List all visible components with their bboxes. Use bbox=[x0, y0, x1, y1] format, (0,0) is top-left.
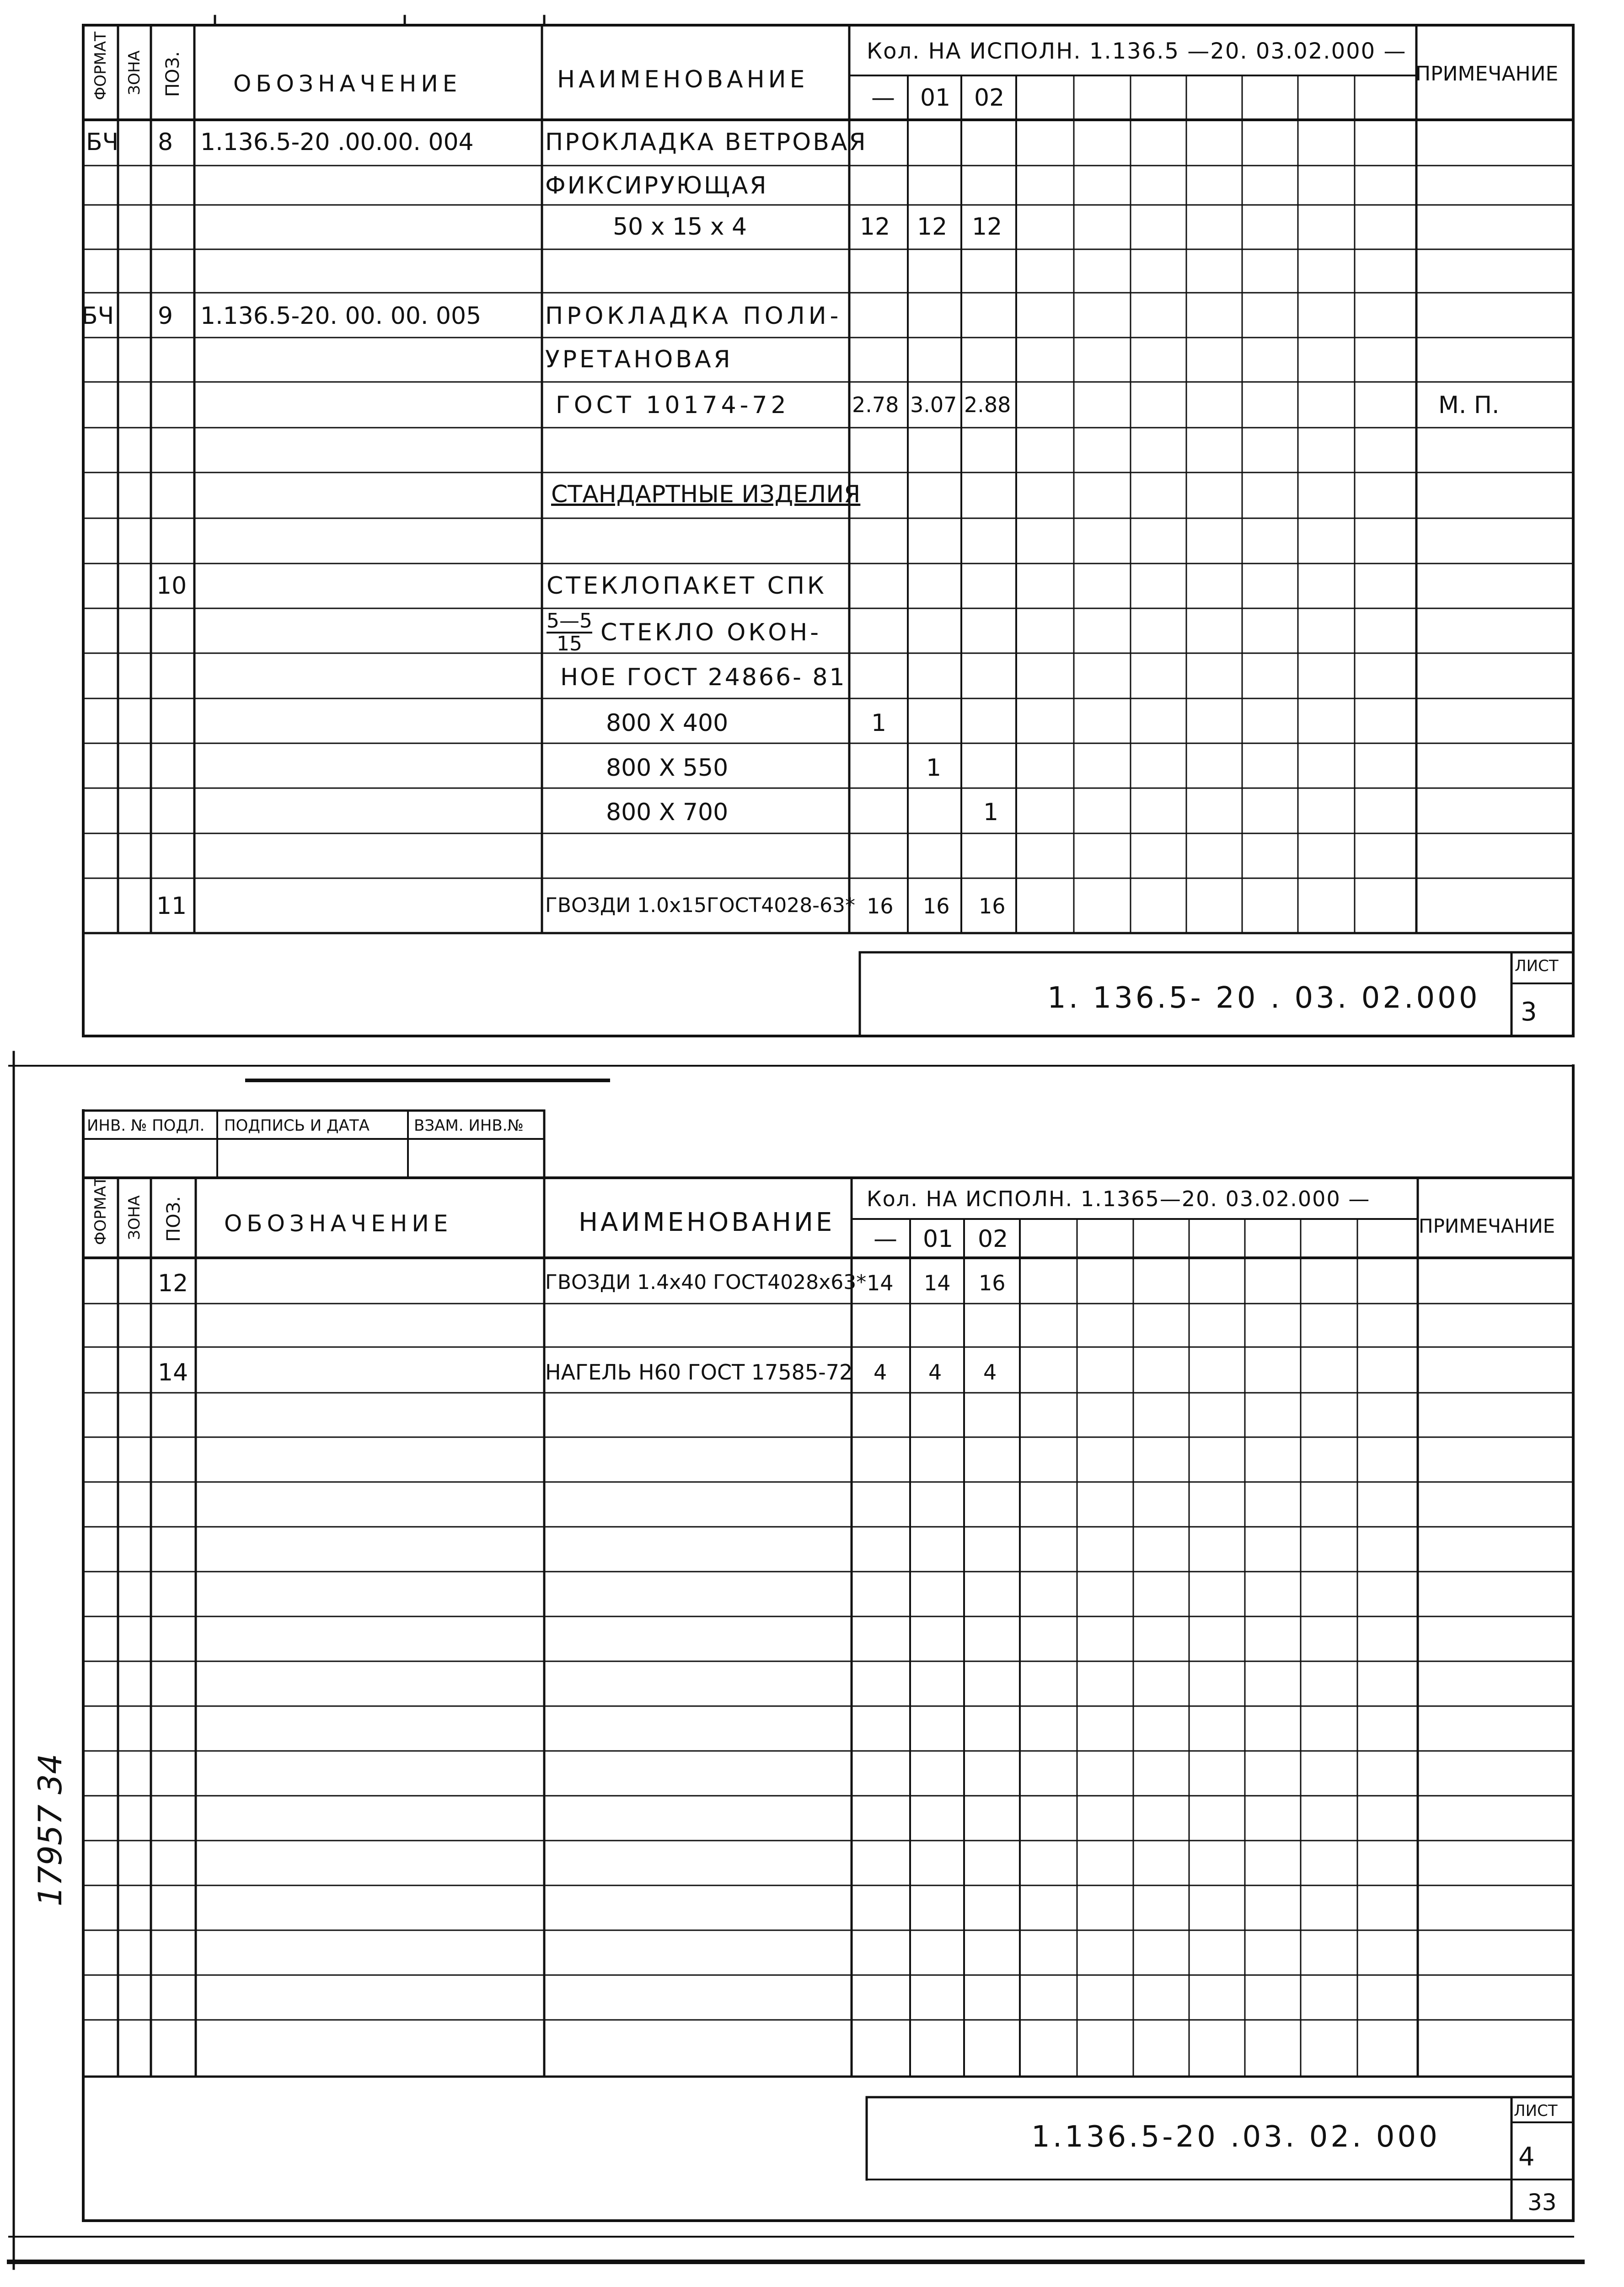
row-11-name: ГВОЗДИ 1.0х15ГОСТ4028-63* bbox=[545, 894, 856, 917]
row-9-name-2: УРЕТАНОВАЯ bbox=[545, 346, 733, 373]
glass-fraction-numerator: 5—5 bbox=[547, 611, 592, 633]
row-10-name-2 bbox=[547, 611, 821, 655]
row-10-name-2-text: СТЕКЛО ОКОН- bbox=[600, 619, 822, 647]
row-11-qty-base: 16 bbox=[867, 894, 894, 918]
row-8-qty-01: 12 bbox=[917, 213, 948, 241]
row-10-name-3: НОЕ ГОСТ 24866- 81 bbox=[560, 664, 847, 691]
qty-col-02: 02 bbox=[974, 84, 1005, 112]
inv-number-header: ИНВ. № ПОДЛ. bbox=[87, 1117, 205, 1135]
qty-col-01: 01 bbox=[920, 84, 951, 112]
row-12-pos: 12 bbox=[158, 1270, 188, 1297]
col-note-header: ПРИМЕЧАНИЕ bbox=[1415, 62, 1559, 86]
row-9-qty-base: 2.78 bbox=[852, 392, 899, 417]
col-format-header-2: ФОРМАТ bbox=[91, 1176, 110, 1245]
col-note-header-2: ПРИМЕЧАНИЕ bbox=[1419, 1215, 1555, 1237]
row-8-qty-02: 12 bbox=[972, 213, 1002, 241]
col-designation-header: ОБОЗНАЧЕНИЕ bbox=[233, 70, 462, 97]
row-8-qty-base: 12 bbox=[860, 213, 890, 241]
row-14-qty-02: 4 bbox=[983, 1360, 997, 1385]
sheet-4-document-code: 1.136.5-20 .03. 02. 000 bbox=[1031, 2120, 1440, 2154]
row-10-size-1: 800 Х 400 bbox=[606, 709, 729, 737]
row-10-name: СТЕКЛОПАКЕТ СПК bbox=[547, 572, 827, 600]
row-9-name-3: ГОСТ 10174-72 bbox=[556, 392, 790, 419]
qty-col-base-2: — bbox=[874, 1225, 897, 1253]
row-10-size-3: 800 Х 700 bbox=[606, 799, 729, 826]
row-10-pos: 10 bbox=[156, 572, 187, 600]
col-format-header: ФОРМАТ bbox=[91, 32, 110, 100]
qty-title: Кол. НА ИСПОЛН. 1.136.5 —20. 03.02.000 — bbox=[867, 38, 1407, 64]
col-name-header: НАИМЕНОВАНИЕ bbox=[557, 66, 809, 93]
row-14-pos: 14 bbox=[158, 1359, 188, 1386]
sheet-3-document-code: 1. 136.5- 20 . 03. 02.000 bbox=[1047, 981, 1480, 1015]
row-14-name: НАГЕЛЬ Н60 ГОСТ 17585-72 bbox=[545, 1360, 853, 1385]
row-8-name: ПРОКЛАДКА ВЕТРОВАЯ bbox=[545, 129, 868, 156]
glass-fraction bbox=[547, 611, 592, 655]
qty-col-base: — bbox=[871, 84, 895, 112]
sheet-4-number: 4 bbox=[1518, 2142, 1535, 2172]
row-9-note: М. П. bbox=[1438, 392, 1500, 419]
row-11-qty-01: 16 bbox=[923, 894, 950, 918]
row-11-qty-02: 16 bbox=[979, 894, 1006, 918]
sheet-3-label: ЛИСТ bbox=[1515, 957, 1559, 975]
row-9-pos: 9 bbox=[158, 302, 173, 330]
qty-col-02-2: 02 bbox=[978, 1225, 1008, 1253]
handwritten-side-note: 17957 34 bbox=[32, 1754, 69, 1907]
row-9-name: ПРОКЛАДКА ПОЛИ- bbox=[545, 302, 842, 330]
sheet-4-corner-number: 33 bbox=[1528, 2189, 1557, 2216]
qty-col-01-2: 01 bbox=[923, 1225, 954, 1253]
row-12-qty-base: 14 bbox=[867, 1271, 894, 1295]
row-14-qty-base: 4 bbox=[874, 1360, 887, 1385]
row-8-name-2: ФИКСИРУЮЩАЯ bbox=[545, 172, 768, 199]
row-8-pos: 8 bbox=[158, 129, 173, 156]
section-standard-items: СТАНДАРТНЫЕ ИЗДЕЛИЯ bbox=[551, 481, 861, 508]
col-name-header-2: НАИМЕНОВАНИЕ bbox=[579, 1208, 835, 1237]
row-12-name: ГВОЗДИ 1.4х40 ГОСТ4028х63* bbox=[545, 1271, 867, 1294]
replaced-inv-header: ВЗАМ. ИНВ.№ bbox=[414, 1117, 524, 1135]
glass-fraction-denominator: 15 bbox=[557, 632, 582, 656]
col-pos-header: ПОЗ. bbox=[162, 51, 183, 97]
row-9-qty-02: 2.88 bbox=[964, 392, 1011, 417]
row-8-name-3: 50 х 15 х 4 bbox=[613, 213, 747, 241]
sheet-4-label: ЛИСТ bbox=[1514, 2102, 1558, 2120]
signature-date-header: ПОДПИСЬ И ДАТА bbox=[224, 1117, 370, 1135]
row-8-designation: 1.136.5-20 .00.00. 004 bbox=[200, 129, 474, 156]
row-10-size-3-qty: 1 bbox=[983, 799, 999, 826]
col-zone-header-2: ЗОНА bbox=[125, 1195, 144, 1240]
row-8-format: БЧ bbox=[86, 129, 119, 156]
sheet-3-number: 3 bbox=[1521, 997, 1537, 1027]
row-9-designation: 1.136.5-20. 00. 00. 005 bbox=[200, 302, 482, 330]
row-9-format: БЧ bbox=[81, 302, 114, 330]
row-10-size-2-qty: 1 bbox=[926, 754, 942, 782]
row-12-qty-02: 16 bbox=[979, 1271, 1006, 1295]
row-11-pos: 11 bbox=[156, 892, 187, 920]
col-pos-header-2: ПОЗ. bbox=[163, 1196, 184, 1242]
row-14-qty-01: 4 bbox=[928, 1360, 942, 1385]
row-9-qty-01: 3.07 bbox=[910, 392, 957, 417]
row-10-size-1-qty: 1 bbox=[871, 709, 887, 737]
qty-title-2: Кол. НА ИСПОЛН. 1.1365—20. 03.02.000 — bbox=[867, 1186, 1371, 1211]
row-10-size-2: 800 Х 550 bbox=[606, 754, 729, 782]
col-zone-header: ЗОНА bbox=[125, 50, 144, 95]
row-12-qty-01: 14 bbox=[924, 1271, 951, 1295]
col-designation-header-2: ОБОЗНАЧЕНИЕ bbox=[224, 1210, 453, 1237]
